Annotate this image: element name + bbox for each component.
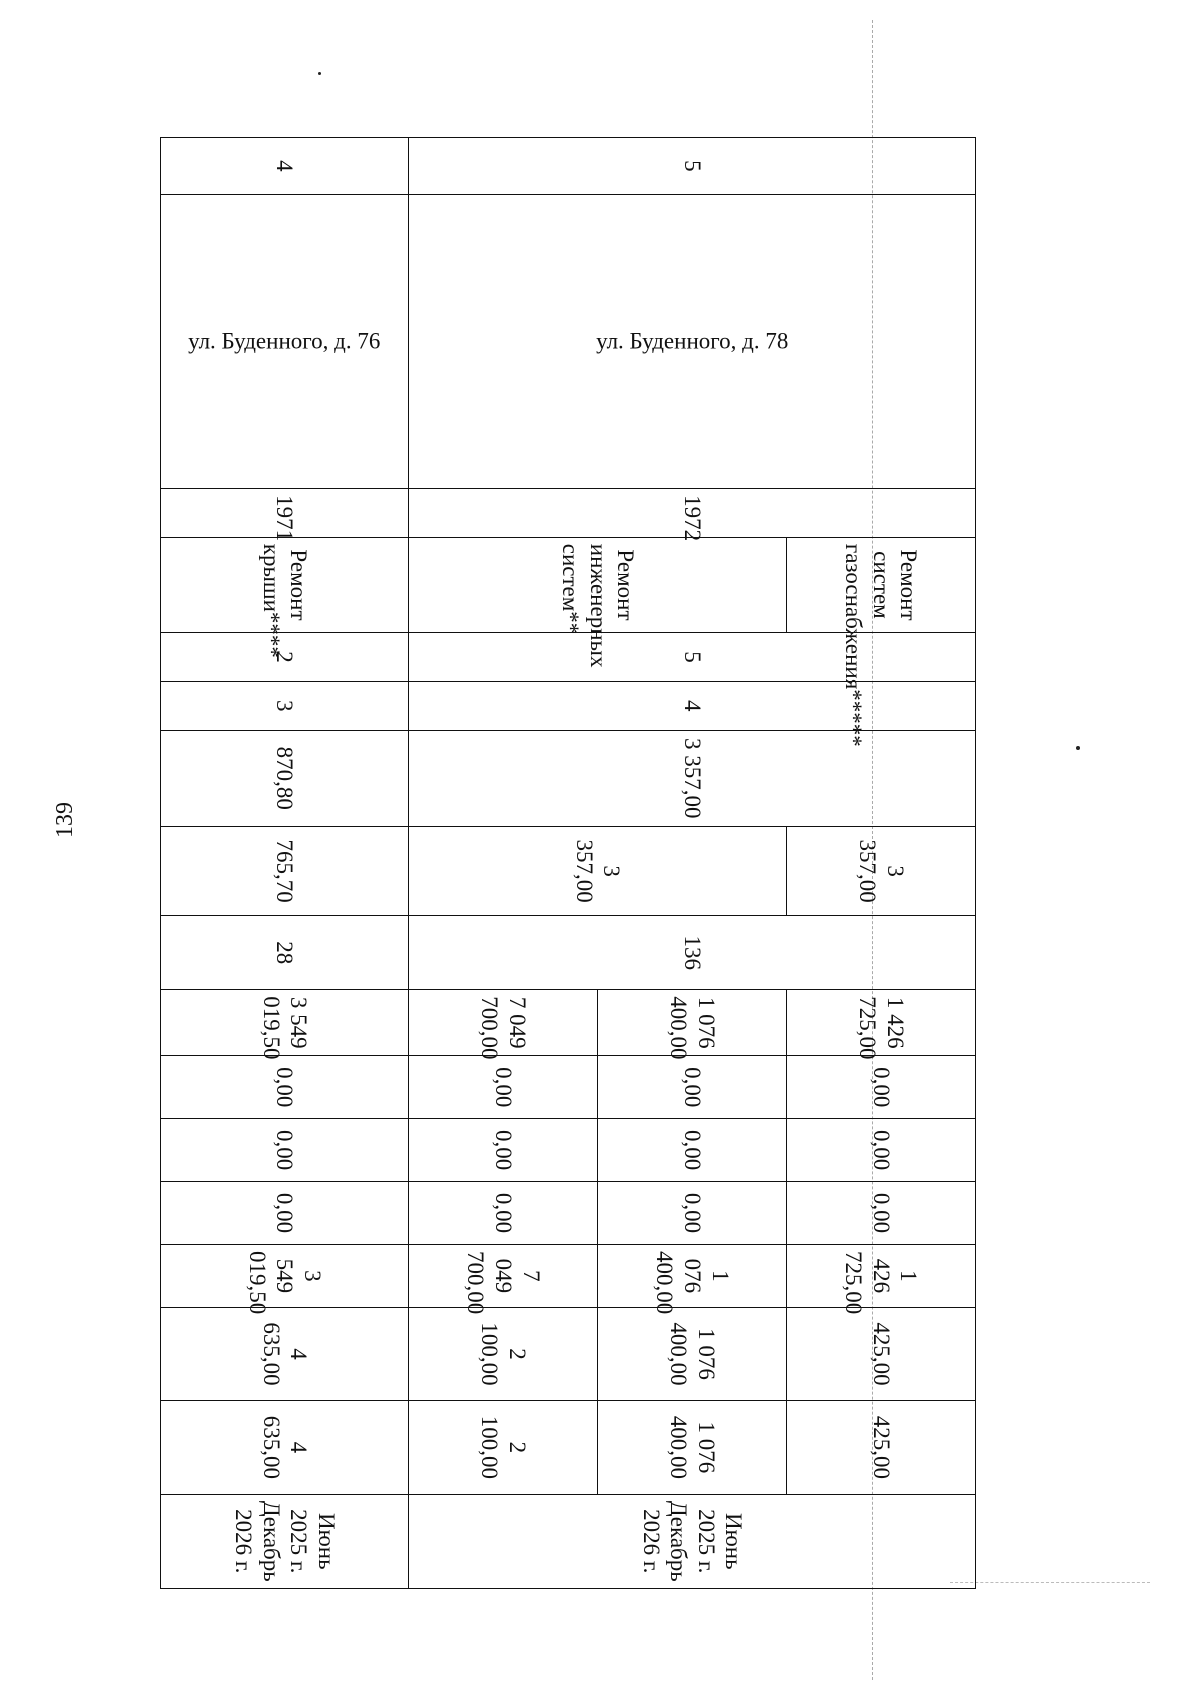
cell-cost-total: 1 076 400,00 [598, 990, 787, 1056]
cell-c6: 4 [409, 681, 976, 730]
row-number: 4 [161, 138, 409, 195]
scan-edge-line [950, 1582, 1150, 1583]
row-number: 5 [409, 138, 976, 195]
cell-unit-limit: 1 076 400,00 [598, 1401, 787, 1494]
cell-area-living: 765,70 [161, 826, 409, 915]
register-table-container [160, 137, 976, 1589]
cell-fund: 0,00 [409, 1056, 598, 1119]
cell-unit-limit: 425,00 [787, 1401, 976, 1494]
cell-area-living: 3 357,00 [409, 826, 787, 915]
cell-unit-limit: 4 635,00 [161, 1401, 409, 1494]
cell-unit-cost: 1 076 400,00 [598, 1307, 787, 1400]
work-type: Ремонт систем газоснабжения***** [787, 537, 976, 632]
cell-budget-region: 0,00 [598, 1119, 787, 1182]
table-row [161, 138, 409, 1589]
register-table [160, 137, 976, 1589]
house-address [409, 194, 976, 488]
scan-speck [318, 72, 321, 75]
cell-fund: 0,00 [161, 1056, 409, 1119]
cell-budget-region: 0,00 [409, 1119, 598, 1182]
cell-period: Июнь 2025 г. Декабрь 2026 г. [409, 1494, 976, 1588]
build-year: 1971 [161, 489, 409, 538]
cell-unit-cost: 4 635,00 [161, 1307, 409, 1400]
page-number: 139 [52, 802, 78, 838]
cell-cost-total: 7 049 700,00 [409, 990, 598, 1056]
cell-unit-cost: 425,00 [787, 1307, 976, 1400]
cell-budget-local: 0,00 [787, 1182, 976, 1245]
cell-cost-total: 3 549 019,50 [161, 990, 409, 1056]
cell-owners: 3 549 019,50 [161, 1244, 409, 1307]
cell-residents: 28 [161, 916, 409, 990]
cell-cost-total: 1 426 725,00 [787, 990, 976, 1056]
cell-c5: 2 [161, 633, 409, 682]
cell-area-living: 3 357,00 [787, 826, 976, 915]
scan-speck [1076, 746, 1080, 750]
cell-budget-local: 0,00 [598, 1182, 787, 1245]
address-text: ул. Буденного, д. 78 [596, 328, 789, 354]
cell-c6: 3 [161, 681, 409, 730]
table-row [787, 138, 976, 1589]
house-address [161, 194, 409, 488]
build-year: 1972 [409, 489, 976, 538]
cell-budget-region: 0,00 [161, 1119, 409, 1182]
cell-budget-local: 0,00 [409, 1182, 598, 1245]
cell-owners: 1 076 400,00 [598, 1244, 787, 1307]
cell-unit-cost: 2 100,00 [409, 1307, 598, 1400]
cell-area-total: 3 357,00 [409, 730, 976, 826]
work-type: Ремонт крыши**** [161, 537, 409, 632]
cell-fund: 0,00 [787, 1056, 976, 1119]
cell-fund: 0,00 [598, 1056, 787, 1119]
cell-owners: 7 049 700,00 [409, 1244, 598, 1307]
work-type: Ремонт инженерных систем** [409, 537, 787, 632]
cell-budget-local: 0,00 [161, 1182, 409, 1245]
cell-period: Июнь 2025 г. Декабрь 2026 г. [161, 1494, 409, 1588]
cell-area-total: 870,80 [161, 730, 409, 826]
cell-owners: 1 426 725,00 [787, 1244, 976, 1307]
cell-budget-region: 0,00 [787, 1119, 976, 1182]
cell-c5: 5 [409, 633, 976, 682]
cell-unit-limit: 2 100,00 [409, 1401, 598, 1494]
address-text: ул. Буденного, д. 76 [188, 328, 381, 354]
cell-residents: 136 [409, 916, 976, 990]
